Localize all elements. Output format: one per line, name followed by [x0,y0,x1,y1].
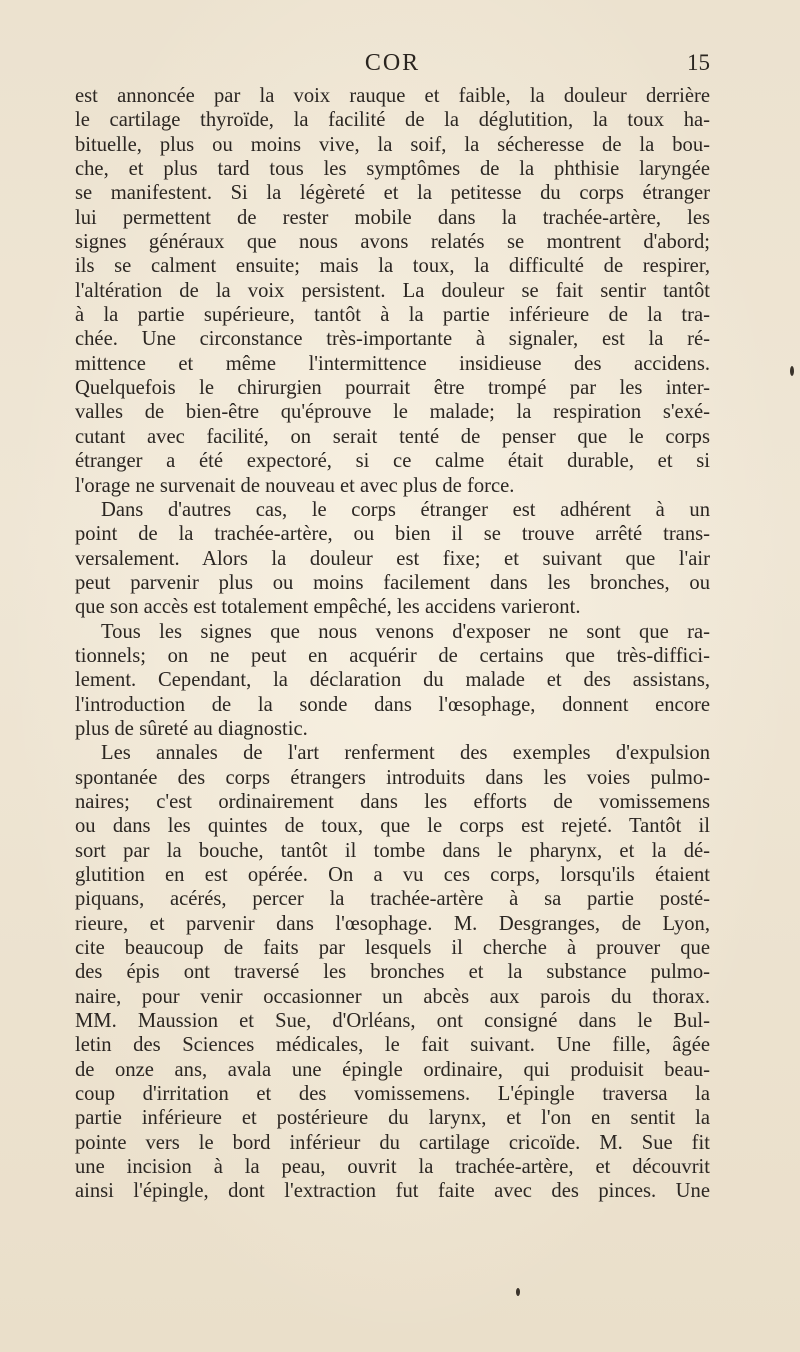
text-line: Quelquefois le chirurgien pourrait être trompé par les inter- [75,377,710,400]
page-number: 15 [687,50,710,75]
text-line: des épis ont traversé les bronches et la substance pulmo- [75,961,710,984]
text-line: coup d'irritation et des vomissemens. L'épingle traversa la [75,1083,710,1106]
body-text [75,84,710,1204]
paragraph [75,498,710,620]
text-line: lui permettent de rester mobile dans la trachée-artère, les [75,206,710,229]
text-line: Tous les signes que nous venons d'exposer ne sont que ra- [101,620,710,643]
text-line: piquans, acérés, percer la trachée-artère à sa partie posté- [75,888,710,911]
text-line: peut parvenir plus ou moins facilement dans les bronches, ou [75,571,710,594]
text-line: ou dans les quintes de toux, que le corps est rejeté. Tantôt il [75,815,710,838]
text-line: se manifestent. Si la légèreté et la petitesse du corps étranger [75,182,710,205]
paragraph [75,741,710,1204]
text-line: étranger a été expectoré, si ce calme était durable, et si [75,450,710,473]
text-line: cutant avec facilité, on serait tenté de penser que le corps [75,425,710,448]
text-line: naire, pour venir occasionner un abcès aux parois du thorax. [75,985,710,1008]
text-line: che, et plus tard tous les symptômes de la phthisie laryngée [75,158,710,181]
text-line: tionnels; on ne peut en acquérir de certains que très-diffici- [75,644,710,667]
text-line: Dans d'autres cas, le corps étranger est adhérent à un [101,498,710,521]
text-line: chée. Une circonstance très-importante à signaler, est la ré- [75,328,710,351]
ink-speck [790,366,794,376]
text-line: à la partie supérieure, tantôt à la partie inférieure de la tra- [75,304,710,327]
text-line: naires; c'est ordinairement dans les efforts de vomissemens [75,790,710,813]
text-line: spontanée des corps étrangers introduits dans les voies pulmo- [75,766,710,789]
text-line: l'altération de la voix persistent. La douleur se fait sentir tantôt [75,279,710,302]
text-line: Les annales de l'art renferment des exemples d'expulsion [101,742,710,765]
paragraph [75,620,710,742]
text-line: valles de bien-être qu'éprouve le malade; la respiration s'exé- [75,401,710,424]
text-line: l'orage ne survenait de nouveau et avec plus de force. [75,474,515,497]
text-line: sort par la bouche, tantôt il tombe dans le pharynx, et la dé- [75,839,710,862]
text-line: glutition en est opérée. On a vu ces corps, lorsqu'ils étaient [75,864,710,886]
text-line: est annoncée par la voix rauque et faible, la douleur derrière [75,85,710,107]
text-line: signes généraux que nous avons relatés se montrent d'abord; [75,231,710,254]
text-line: ils se calment ensuite; mais la toux, la difficulté de respirer, [75,255,710,278]
page-header [75,50,710,80]
paragraph [75,84,710,498]
text-line: lement. Cependant, la déclaration du malade et des assistans, [75,669,710,692]
text-line: partie inférieure et postérieure du larynx, et l'on en sentit la [75,1107,710,1130]
text-line: une incision à la peau, ouvrit la trachée-artère, et découvrit [75,1156,710,1179]
text-line: ainsi l'épingle, dont l'extraction fut faite avec des pinces. Une [75,1180,710,1203]
text-line: mittence et même l'intermittence insidieuse des accidens. [75,352,710,375]
text-line: bituelle, plus ou moins vive, la soif, la sécheresse de la bou- [75,133,710,156]
text-line: plus de sûreté au diagnostic. [75,717,308,740]
text-line: l'introduction de la sonde dans l'œsophage, donnent encore [75,693,710,716]
text-line: versalement. Alors la douleur est fixe; et suivant que l'air [75,547,710,570]
text-line: le cartilage thyroïde, la facilité de la déglutition, la toux ha- [75,109,710,132]
text-line: pointe vers le bord inférieur du cartilage cricoïde. M. Sue fit [75,1131,710,1154]
ink-speck [516,1288,520,1296]
running-title: COR [364,50,421,76]
text-line: MM. Maussion et Sue, d'Orléans, ont consigné dans le Bul- [75,1010,710,1033]
text-line: que son accès est totalement empêché, les accidens varieront. [75,596,581,619]
text-line: rieure, et parvenir dans l'œsophage. M. Desgranges, de Lyon, [75,912,710,935]
text-line: letin des Sciences médicales, le fait suivant. Une fille, âgée [75,1034,710,1057]
text-line: cite beaucoup de faits par lesquels il cherche à prouver que [75,937,710,960]
text-line: de onze ans, avala une épingle ordinaire, qui produisit beau- [75,1058,710,1081]
text-line: point de la trachée-artère, ou bien il se trouve arrêté trans- [75,523,710,546]
